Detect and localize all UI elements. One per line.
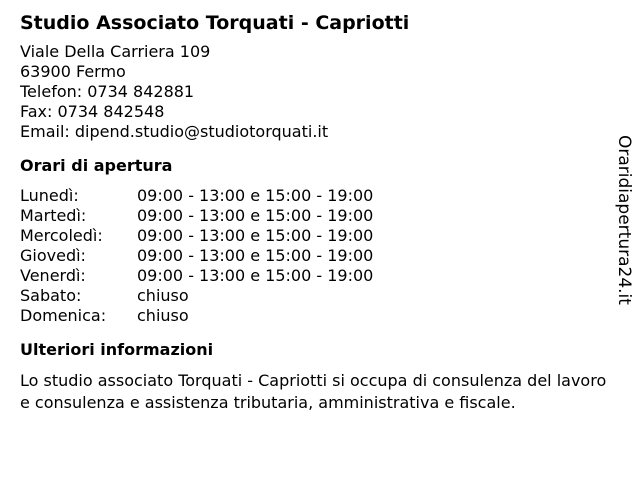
day-label: Martedì: [20,206,87,225]
time-value: 09:00 - 13:00 e 15:00 - 19:00 [137,206,374,225]
day-label: Sabato: [20,286,82,305]
time-value: chiuso [137,306,189,325]
hours-row-monday [20,186,620,206]
day-label: Giovedì: [20,246,86,265]
hours-row-saturday [20,286,620,306]
day-label: Lunedì: [20,186,79,205]
hours-row-thursday [20,246,620,266]
time-value: 09:00 - 13:00 e 15:00 - 19:00 [137,266,374,285]
business-name: Studio Associato Torquati - Capriotti [20,12,410,34]
address-city: 63900 Fermo [20,62,126,81]
email-address: Email: dipend.studio@studiotorquati.it [20,122,329,141]
business-card [20,10,620,414]
day-label: Venerdì: [20,266,86,285]
day-label: Mercoledì: [20,226,103,245]
site-watermark: Oraridiapertura24.it [614,135,634,305]
business-description: Lo studio associato Torquati - Capriotti si occupa di consulenza del lavoro e consulenza e assistenza tributaria, amministrativa e fiscale. [20,371,607,412]
hours-row-friday [20,266,620,286]
hours-row-wednesday [20,226,620,246]
contact-block [20,42,620,142]
hours-row-sunday [20,306,620,326]
phone-number: Telefon: 0734 842881 [20,82,195,101]
time-value: 09:00 - 13:00 e 15:00 - 19:00 [137,186,374,205]
time-value: chiuso [137,286,189,305]
opening-hours-table [20,186,620,326]
time-value: 09:00 - 13:00 e 15:00 - 19:00 [137,246,374,265]
day-label: Domenica: [20,306,107,325]
hours-row-tuesday [20,206,620,226]
opening-hours-heading: Orari di apertura [20,156,173,175]
further-info-heading: Ulteriori informazioni [20,340,214,359]
time-value: 09:00 - 13:00 e 15:00 - 19:00 [137,226,374,245]
fax-number: Fax: 0734 842548 [20,102,165,121]
address-street: Viale Della Carriera 109 [20,42,211,61]
